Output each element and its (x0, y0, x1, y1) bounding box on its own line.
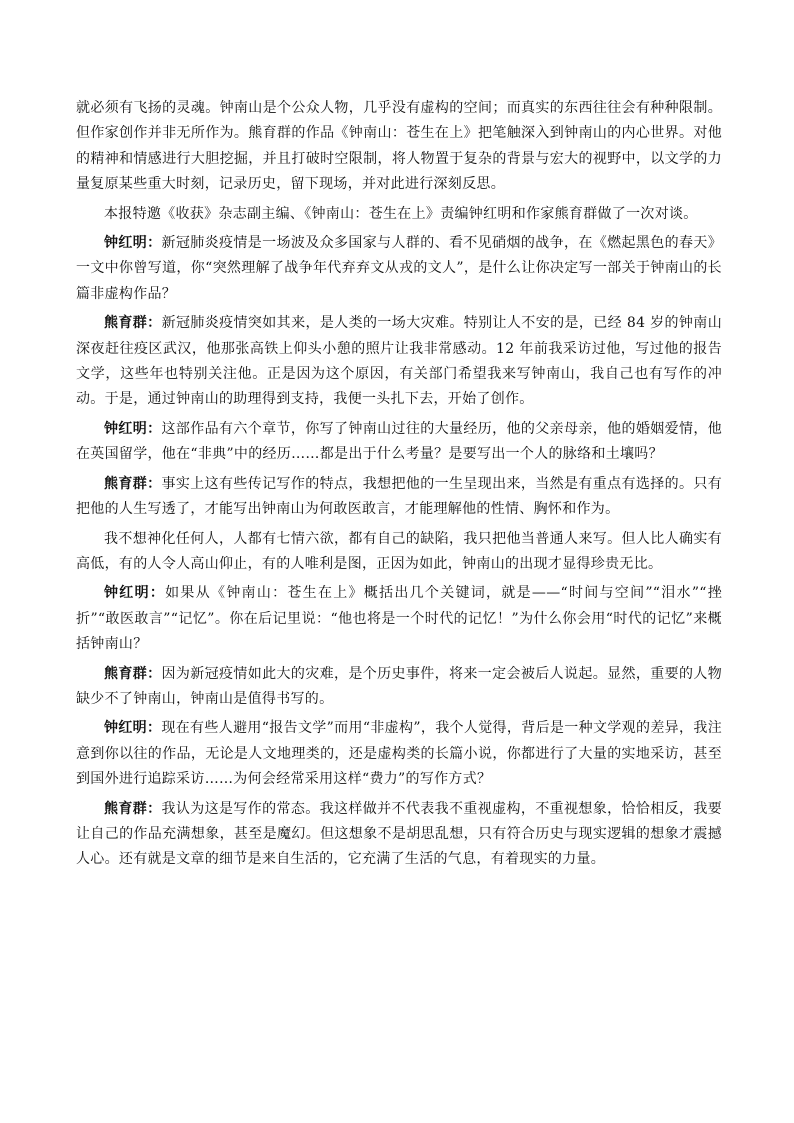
speaker-name: 熊育群： (104, 665, 162, 682)
speaker-name: 熊育群： (104, 800, 162, 817)
dialogue-xiong-2 (76, 472, 722, 523)
dialogue-xiong-4 (76, 797, 722, 873)
paragraph-text: 本报特邀《收获》杂志副主编、《钟南山：苍生在上》责编钟红明和作家熊育群做了一次对谈。 (104, 205, 698, 222)
paragraph-text: 事实上这有些传记写作的特点，我想把他的一生呈现出来，当然是有重点有选择的。只有把他的人生写透了，才能写出钟南山为何敢医敢言，才能理解他的性情、胸怀和作为。 (76, 475, 722, 518)
paragraph-text: 我不想神化任何人，人都有七情六欲，都有自己的缺陷，我只把他当普通人来写。但人比人确实有高低，有的人令人高山仰止，有的人唯利是图，正因为如此，钟南山的出现才显得珍贵无比。 (76, 530, 722, 572)
speaker-name: 钟红明： (104, 235, 162, 252)
dialogue-zhong-1 (76, 231, 722, 307)
dialogue-xiong-3 (76, 662, 722, 713)
paragraph-text: 新冠肺炎疫情突如其来，是人类的一场大灾难。特别让人不安的是，已经 84 岁的钟南山深夜赶往疫区武汉，他那张高铁上仰头小憩的照片让我非常感动。12 年前我采访过他，写过他的报告文学，这些年也特别关注他。正是因为这个原因，有关部门希望我来写钟南山，我自己也有写作的冲动。于是，通过钟南山的助理得到支持，我便一头扎下去，开始了创作。 (76, 315, 722, 408)
dialogue-zhong-3 (76, 581, 722, 657)
paragraph-interview-note (76, 202, 722, 227)
article-body (76, 96, 722, 873)
speaker-name: 钟红明： (104, 585, 166, 602)
paragraph-text: 就必须有飞扬的灵魂。钟南山是个公众人物，几乎没有虚构的空间；而真实的东西往往会有种种限制。但作家创作并非无所作为。熊育群的作品《钟南山：苍生在上》把笔触深入到钟南山的内心世界。对他的精神和情感进行大胆挖掘，并且打破时空限制，将人物置于复杂的背景与宏大的视野中，以文学的力量复原某些重大时刻，记录历史，留下现场，并对此进行深刻反思。 (76, 100, 722, 193)
paragraph-xiong-2-continued (76, 527, 722, 578)
dialogue-xiong-1 (76, 311, 722, 413)
paragraph-text: 新冠肺炎疫情是一场波及众多国家与人群的、看不见硝烟的战争，在《燃起黑色的春天》一文中你曾写道，你“突然理解了战争年代弃弃文从戎的文人”，是什么让你决定写一部关于钟南山的长篇非虚构作品？ (76, 235, 722, 302)
speaker-name: 钟红明： (104, 720, 162, 737)
speaker-name: 钟红明： (104, 420, 162, 437)
paragraph-intro-continued (76, 96, 722, 198)
speaker-name: 熊育群： (104, 315, 162, 332)
speaker-name: 熊育群： (104, 475, 162, 492)
paragraph-text: 我认为这是写作的常态。我这样做并不代表我不重视虚构，不重视想象，恰恰相反，我要让自己的作品充满想象，甚至是魔幻。但这想象不是胡思乱想，只有符合历史与现实逻辑的想象才震撼人心。还有就是文章的细节是来自生活的，它充满了生活的气息，有着现实的力量。 (76, 800, 722, 868)
paragraph-text: 这部作品有六个章节，你写了钟南山过往的大量经历，他的父亲母亲，他的婚姻爱情，他在英国留学，他在“非典”中的经历……都是出于什么考量？是要写出一个人的脉络和土壤吗？ (76, 420, 722, 463)
paragraph-text: 因为新冠疫情如此大的灾难，是个历史事件，将来一定会被后人说起。显然，重要的人物缺少不了钟南山，钟南山是值得书写的。 (76, 665, 722, 707)
dialogue-zhong-4 (76, 716, 722, 792)
paragraph-text: 现在有些人避用“报告文学”而用“非虚构”，我个人觉得，背后是一种文学观的差异，我注意到你以往的作品，无论是人文地理类的，还是虚构类的长篇小说，你都进行了大量的实地采访，甚至到国外进行追踪采访……为何会经常采用这样“费力”的写作方式？ (76, 720, 722, 788)
dialogue-zhong-2 (76, 417, 722, 468)
paragraph-text: 如果从《钟南山：苍生在上》概括出几个关键词，就是——“时间与空间”“泪水”“挫折”“敢医敢言”“记忆”。你在后记里说：“他也将是一个时代的记忆！”为什么你会用“时代的记忆”来概括钟南山？ (76, 585, 723, 653)
